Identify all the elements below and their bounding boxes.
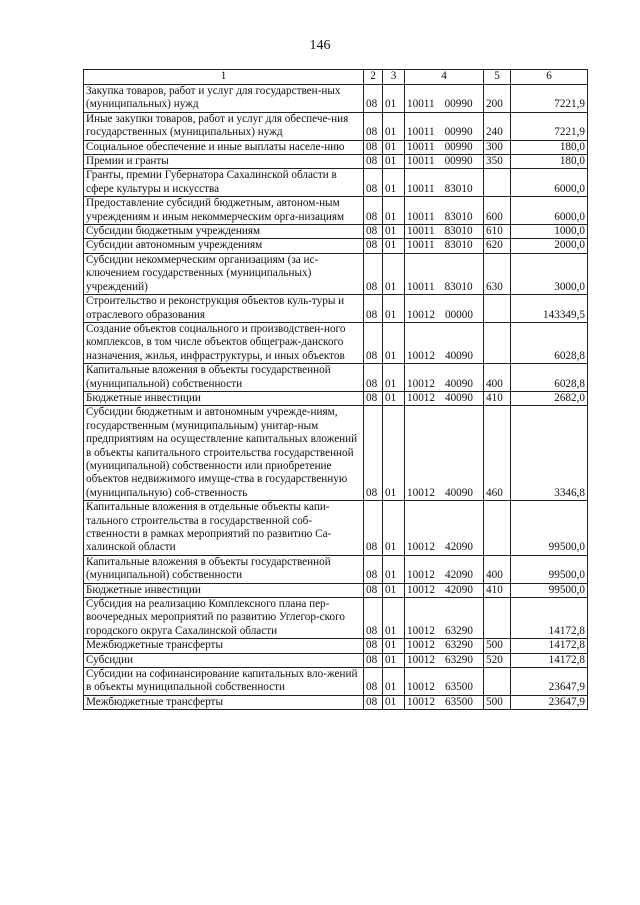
table-row: [84, 239, 588, 253]
target-code-program: 10011: [407, 98, 435, 111]
row-name: Субсидии на софинансирование капитальных вло-жений в объекты муниципальной собственности: [84, 668, 364, 696]
table-row: [84, 295, 588, 323]
row-section: 08: [364, 639, 383, 653]
target-code-program: 10012: [407, 541, 435, 554]
row-amount: 180,0: [511, 140, 588, 154]
target-code-direction: 00990: [444, 126, 473, 139]
table-row: [84, 391, 588, 405]
target-code-program: 10011: [407, 155, 435, 168]
row-name: Субсидии: [84, 653, 364, 667]
table-row: [84, 598, 588, 639]
row-expense-type: [484, 668, 511, 696]
row-subsection: 01: [383, 295, 405, 323]
row-subsection: 01: [383, 322, 405, 363]
row-section: 08: [364, 501, 383, 556]
row-name: Межбюджетные трансферты: [84, 695, 364, 709]
row-subsection: 01: [383, 391, 405, 405]
target-code-program: 10012: [407, 624, 435, 637]
target-code-program: 10012: [407, 349, 435, 362]
row-section: 08: [364, 239, 383, 253]
row-name: Бюджетные инвестиции: [84, 583, 364, 597]
target-code-direction: 83010: [444, 182, 473, 195]
budget-table: [83, 69, 588, 710]
row-expense-type: 200: [484, 85, 511, 113]
row-name: Капитальные вложения в отдельные объекты капи-тального строительства в государственной соб-ственности в рамках мероприятий по развитию Са-халинской области: [84, 501, 364, 556]
row-expense-type: 630: [484, 253, 511, 294]
target-code-direction: 83010: [444, 239, 473, 252]
row-subsection: 01: [383, 364, 405, 392]
row-section: 08: [364, 406, 383, 501]
row-amount: 6028,8: [511, 364, 588, 392]
row-amount: 6000,0: [511, 169, 588, 197]
target-code-direction: 63290: [444, 639, 473, 652]
target-code-program: 10012: [407, 569, 435, 582]
header-cell: 5: [484, 70, 511, 85]
target-code-direction: 00990: [444, 155, 473, 168]
row-expense-type: 500: [484, 639, 511, 653]
row-name: Субсидии автономным учреждениям: [84, 239, 364, 253]
target-code-direction: 40090: [444, 349, 473, 362]
row-expense-type: [484, 322, 511, 363]
row-amount: 2000,0: [511, 239, 588, 253]
row-expense-type: 500: [484, 695, 511, 709]
row-section: 08: [364, 364, 383, 392]
row-expense-type: [484, 598, 511, 639]
target-code-direction: 42090: [444, 541, 473, 554]
row-expense-type: 240: [484, 112, 511, 140]
target-code-program: 10011: [407, 210, 435, 223]
row-target-code: [405, 364, 484, 392]
table-row: [84, 555, 588, 583]
row-amount: 6000,0: [511, 197, 588, 225]
row-expense-type: 400: [484, 364, 511, 392]
row-subsection: 01: [383, 695, 405, 709]
table-row: [84, 112, 588, 140]
row-subsection: 01: [383, 239, 405, 253]
row-section: 08: [364, 169, 383, 197]
row-subsection: 01: [383, 406, 405, 501]
row-amount: 14172,8: [511, 598, 588, 639]
row-target-code: [405, 391, 484, 405]
row-target-code: [405, 322, 484, 363]
row-section: 08: [364, 295, 383, 323]
header-cell: 1: [84, 70, 364, 85]
target-code-program: 10012: [407, 308, 435, 321]
target-code-direction: 83010: [444, 280, 473, 293]
row-subsection: 01: [383, 668, 405, 696]
row-section: 08: [364, 653, 383, 667]
table-row: [84, 695, 588, 709]
row-expense-type: 620: [484, 239, 511, 253]
row-subsection: 01: [383, 112, 405, 140]
target-code-program: 10011: [407, 280, 435, 293]
table-row: [84, 364, 588, 392]
table-row: [84, 225, 588, 239]
target-code-program: 10012: [407, 681, 435, 694]
row-amount: 2682,0: [511, 391, 588, 405]
target-code-direction: 40090: [444, 486, 473, 499]
row-amount: 99500,0: [511, 555, 588, 583]
row-subsection: 01: [383, 598, 405, 639]
row-target-code: [405, 169, 484, 197]
row-target-code: [405, 406, 484, 501]
table-row: [84, 639, 588, 653]
table-row: [84, 169, 588, 197]
page-number: 146: [309, 38, 331, 53]
table-row: [84, 322, 588, 363]
row-section: 08: [364, 85, 383, 113]
row-target-code: [405, 668, 484, 696]
target-code-program: 10011: [407, 239, 435, 252]
target-code-direction: 63500: [444, 681, 473, 694]
row-subsection: 01: [383, 555, 405, 583]
table-row: [84, 85, 588, 113]
target-code-program: 10011: [407, 182, 435, 195]
row-expense-type: [484, 169, 511, 197]
target-code-direction: 40090: [444, 377, 473, 390]
target-code-direction: 00990: [444, 140, 473, 153]
row-name: Капитальные вложения в объекты государственной (муниципальной) собственности: [84, 364, 364, 392]
row-subsection: 01: [383, 169, 405, 197]
target-code-program: 10012: [407, 695, 435, 708]
target-code-direction: 00990: [444, 98, 473, 111]
row-target-code: [405, 85, 484, 113]
row-name: Социальное обеспечение и иные выплаты населе-нию: [84, 140, 364, 154]
row-amount: 143349,5: [511, 295, 588, 323]
target-code-direction: 00000: [444, 308, 473, 321]
row-name: Иные закупки товаров, работ и услуг для обеспече-ния государственных (муниципальных) нужд: [84, 112, 364, 140]
row-target-code: [405, 155, 484, 169]
row-target-code: [405, 295, 484, 323]
row-target-code: [405, 583, 484, 597]
table-row: [84, 197, 588, 225]
row-expense-type: 410: [484, 391, 511, 405]
row-expense-type: 300: [484, 140, 511, 154]
row-name: Субсидии некоммерческим организациям (за ис-ключением государственных (муниципальных) учреждений): [84, 253, 364, 294]
row-subsection: 01: [383, 501, 405, 556]
target-code-program: 10011: [407, 140, 435, 153]
row-target-code: [405, 253, 484, 294]
row-subsection: 01: [383, 639, 405, 653]
table-row: [84, 583, 588, 597]
header-cell: 2: [364, 70, 383, 85]
target-code-direction: 83010: [444, 210, 473, 223]
target-code-program: 10012: [407, 583, 435, 596]
row-amount: 3346,8: [511, 406, 588, 501]
table-row: [84, 668, 588, 696]
row-section: 08: [364, 155, 383, 169]
row-name: Гранты, премии Губернатора Сахалинской области в сфере культуры и искусства: [84, 169, 364, 197]
row-section: 08: [364, 391, 383, 405]
row-expense-type: [484, 295, 511, 323]
row-expense-type: 410: [484, 583, 511, 597]
row-subsection: 01: [383, 253, 405, 294]
table-row: [84, 653, 588, 667]
row-amount: 14172,8: [511, 639, 588, 653]
row-amount: 23647,9: [511, 668, 588, 696]
row-target-code: [405, 695, 484, 709]
row-target-code: [405, 140, 484, 154]
row-expense-type: 460: [484, 406, 511, 501]
target-code-program: 10012: [407, 653, 435, 666]
table-row: [84, 140, 588, 154]
target-code-direction: 63500: [444, 695, 473, 708]
row-target-code: [405, 639, 484, 653]
target-code-program: 10011: [407, 225, 435, 238]
header-cell: 6: [511, 70, 588, 85]
row-target-code: [405, 225, 484, 239]
row-name: Предоставление субсидий бюджетным, автоном-ным учреждениям и иным некоммерческим орга-низациям: [84, 197, 364, 225]
row-subsection: 01: [383, 155, 405, 169]
row-amount: 99500,0: [511, 583, 588, 597]
header-cell: 4: [405, 70, 484, 85]
row-amount: 23647,9: [511, 695, 588, 709]
row-amount: 7221,9: [511, 85, 588, 113]
row-name: Премии и гранты: [84, 155, 364, 169]
row-target-code: [405, 555, 484, 583]
target-code-direction: 83010: [444, 225, 473, 238]
row-name: Межбюджетные трансферты: [84, 639, 364, 653]
row-amount: 180,0: [511, 155, 588, 169]
row-section: 08: [364, 695, 383, 709]
row-section: 08: [364, 668, 383, 696]
row-target-code: [405, 501, 484, 556]
row-name: Субсидии бюджетным и автономным учрежде-ниям, государственным (муниципальным) унитар-ным предприятиям на осуществление капитальных вложений в объекты капитального строительства государственной (муниципальной) собственности или приобретение объектов недвижимого имуще-ства в государственную (муниципальную) соб-ственность: [84, 406, 364, 501]
row-name: Строительство и реконструкция объектов куль-туры и отраслевого образования: [84, 295, 364, 323]
row-subsection: 01: [383, 197, 405, 225]
row-section: 08: [364, 197, 383, 225]
row-amount: 1000,0: [511, 225, 588, 239]
row-section: 08: [364, 555, 383, 583]
row-expense-type: 400: [484, 555, 511, 583]
row-target-code: [405, 653, 484, 667]
target-code-program: 10012: [407, 486, 435, 499]
header-row: [84, 70, 588, 85]
row-amount: 6028,8: [511, 322, 588, 363]
row-name: Бюджетные инвестиции: [84, 391, 364, 405]
table-row: [84, 406, 588, 501]
row-name: Субсидия на реализацию Комплексного плана пер-воочередных мероприятий по развитию Углегор-ского городского округа Сахалинской области: [84, 598, 364, 639]
row-name: Капитальные вложения в объекты государственной (муниципальной) собственности: [84, 555, 364, 583]
table-row: [84, 155, 588, 169]
row-amount: 99500,0: [511, 501, 588, 556]
row-expense-type: 610: [484, 225, 511, 239]
row-subsection: 01: [383, 653, 405, 667]
row-expense-type: 600: [484, 197, 511, 225]
target-code-direction: 63290: [444, 653, 473, 666]
row-amount: 3000,0: [511, 253, 588, 294]
row-section: 08: [364, 140, 383, 154]
target-code-direction: 42090: [444, 569, 473, 582]
row-section: 08: [364, 253, 383, 294]
row-target-code: [405, 239, 484, 253]
row-section: 08: [364, 225, 383, 239]
row-section: 08: [364, 583, 383, 597]
row-section: 08: [364, 112, 383, 140]
row-target-code: [405, 197, 484, 225]
table-row: [84, 253, 588, 294]
target-code-program: 10011: [407, 126, 435, 139]
row-section: 08: [364, 322, 383, 363]
row-amount: 14172,8: [511, 653, 588, 667]
row-amount: 7221,9: [511, 112, 588, 140]
target-code-direction: 42090: [444, 583, 473, 596]
row-expense-type: 350: [484, 155, 511, 169]
target-code-program: 10012: [407, 391, 435, 404]
row-name: Субсидии бюджетным учреждениям: [84, 225, 364, 239]
row-expense-type: 520: [484, 653, 511, 667]
row-subsection: 01: [383, 583, 405, 597]
row-expense-type: [484, 501, 511, 556]
target-code-program: 10012: [407, 639, 435, 652]
row-subsection: 01: [383, 85, 405, 113]
target-code-direction: 63290: [444, 624, 473, 637]
row-section: 08: [364, 598, 383, 639]
row-subsection: 01: [383, 225, 405, 239]
target-code-direction: 40090: [444, 391, 473, 404]
table-row: [84, 501, 588, 556]
row-name: Создание объектов социального и производствен-ного комплексов, в том числе объектов общеграж-данского назначения, жилья, инфраструктуры, и иных объектов: [84, 322, 364, 363]
row-target-code: [405, 112, 484, 140]
row-target-code: [405, 598, 484, 639]
header-cell: 3: [383, 70, 405, 85]
target-code-program: 10012: [407, 377, 435, 390]
row-name: Закупка товаров, работ и услуг для государствен-ных (муниципальных) нужд: [84, 85, 364, 113]
row-subsection: 01: [383, 140, 405, 154]
